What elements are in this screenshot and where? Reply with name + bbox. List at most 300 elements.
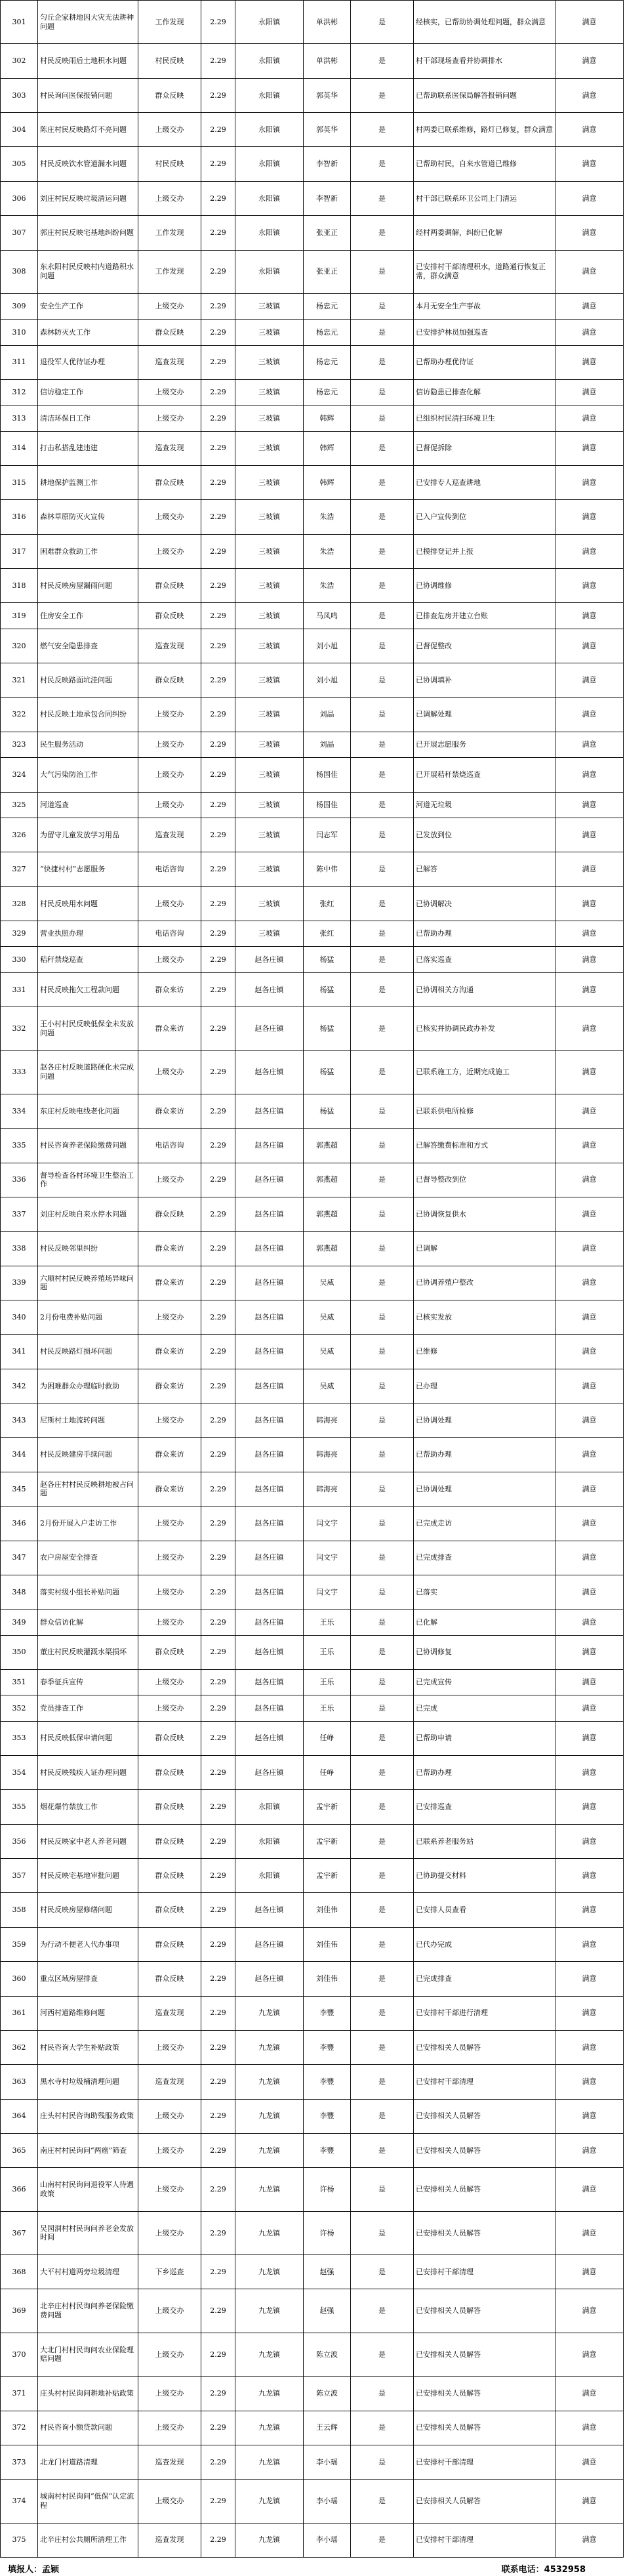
town-cell: 九龙镇 — [235, 2333, 304, 2376]
town-cell: 九龙镇 — [235, 2411, 304, 2445]
handler-cell: 韩辉 — [304, 431, 351, 465]
date-cell: 2.29 — [201, 534, 235, 568]
issue-description: 村民反映用水问题 — [38, 886, 138, 921]
town-cell: 永阳镇 — [235, 1, 304, 44]
source-type: 上级交办 — [138, 697, 201, 732]
issue-description: 庄头村村民咨询助残服务政策 — [38, 2099, 138, 2133]
handler-cell: 杨猛 — [304, 972, 351, 1007]
issue-description: 北辛庄村村民询问养老保险缴费问题 — [38, 2289, 138, 2333]
issue-description: 村民反映建房手续问题 — [38, 1438, 138, 1472]
source-type: 上级交办 — [138, 1163, 201, 1197]
satisfaction-cell: 满意 — [555, 1610, 624, 1635]
table-row — [1, 379, 624, 405]
row-number: 353 — [1, 1721, 38, 1755]
handler-cell: 马凤鸣 — [304, 603, 351, 629]
result-cell: 经村两委调解，纠纷已化解 — [414, 216, 555, 250]
handler-cell: 郭燕超 — [304, 1197, 351, 1231]
resolved-cell: 是 — [351, 1859, 414, 1893]
town-cell: 赵各庄镇 — [235, 1050, 304, 1094]
source-type: 上级交办 — [138, 2289, 201, 2333]
resolved-cell: 是 — [351, 1403, 414, 1438]
satisfaction-cell: 满意 — [555, 947, 624, 972]
result-cell: 已安排相关人员解答 — [414, 2411, 555, 2445]
table-row — [1, 181, 624, 215]
handler-cell: 王乐 — [304, 1669, 351, 1695]
source-type: 群众来访 — [138, 1335, 201, 1369]
row-number: 359 — [1, 1927, 38, 1961]
handler-cell: 任峥 — [304, 1756, 351, 1790]
handler-cell: 杨忠元 — [304, 345, 351, 379]
town-cell: 永阳镇 — [235, 147, 304, 181]
source-type: 群众反映 — [138, 320, 201, 345]
date-cell: 2.29 — [201, 2065, 235, 2099]
resolved-cell: 是 — [351, 320, 414, 345]
satisfaction-cell: 满意 — [555, 569, 624, 603]
satisfaction-cell: 满意 — [555, 921, 624, 947]
row-number: 328 — [1, 886, 38, 921]
handler-cell: 朱浩 — [304, 534, 351, 568]
satisfaction-cell: 满意 — [555, 379, 624, 405]
row-number: 312 — [1, 379, 38, 405]
result-cell: 村干部现场查看并协调排水 — [414, 44, 555, 78]
result-cell: 已办理 — [414, 1369, 555, 1403]
source-type: 下乡巡查 — [138, 2255, 201, 2289]
town-cell: 九龙镇 — [235, 2065, 304, 2099]
date-cell: 2.29 — [201, 2411, 235, 2445]
date-cell: 2.29 — [201, 2480, 235, 2523]
table-row — [1, 2289, 624, 2333]
row-number: 340 — [1, 1300, 38, 1335]
source-type: 上级交办 — [138, 2099, 201, 2133]
satisfaction-cell: 满意 — [555, 1962, 624, 1996]
result-cell: 已安排护林员加强巡查 — [414, 320, 555, 345]
resolved-cell: 是 — [351, 2480, 414, 2523]
handler-cell: 孟宇新 — [304, 1859, 351, 1893]
handler-cell: 韩海亮 — [304, 1472, 351, 1506]
date-cell: 2.29 — [201, 1129, 235, 1163]
table-row — [1, 2099, 624, 2133]
issue-description: 南庄村村民询问“两癌”筛查 — [38, 2134, 138, 2168]
result-cell: 已安排相关人员解答 — [414, 2168, 555, 2211]
date-cell: 2.29 — [201, 216, 235, 250]
row-number: 318 — [1, 569, 38, 603]
issue-description: 为困难群众办理临时救助 — [38, 1369, 138, 1403]
handler-cell: 李智新 — [304, 147, 351, 181]
row-number: 362 — [1, 2030, 38, 2064]
satisfaction-cell: 满意 — [555, 818, 624, 852]
result-cell: 经核实，已帮助协调处理问题，群众满意 — [414, 1, 555, 44]
issue-description: 打击私搭乱建违建 — [38, 431, 138, 465]
town-cell: 赵各庄镇 — [235, 1129, 304, 1163]
satisfaction-cell: 满意 — [555, 972, 624, 1007]
table-row — [1, 1472, 624, 1506]
date-cell: 2.29 — [201, 466, 235, 500]
satisfaction-cell: 满意 — [555, 629, 624, 663]
source-type: 上级交办 — [138, 1669, 201, 1695]
table-row — [1, 216, 624, 250]
table-row — [1, 1266, 624, 1300]
table-row — [1, 629, 624, 663]
table-row — [1, 2445, 624, 2479]
result-cell: 已安排相关人员解答 — [414, 2333, 555, 2376]
table-row — [1, 921, 624, 947]
result-cell: 已安排相关人员解答 — [414, 2211, 555, 2254]
date-cell: 2.29 — [201, 1050, 235, 1094]
satisfaction-cell: 满意 — [555, 1, 624, 44]
town-cell: 九龙镇 — [235, 2211, 304, 2254]
date-cell: 2.29 — [201, 2289, 235, 2333]
satisfaction-cell: 满意 — [555, 1369, 624, 1403]
result-cell: 已安排村干部清理 — [414, 2523, 555, 2557]
issue-description: 党员排查工作 — [38, 1695, 138, 1721]
issue-description: 村民反映路灯损坏问题 — [38, 1335, 138, 1369]
table-row — [1, 732, 624, 757]
handler-cell: 李智新 — [304, 181, 351, 215]
handler-cell: 张亚正 — [304, 216, 351, 250]
result-cell: 已协调养殖户整改 — [414, 1266, 555, 1300]
result-cell: 已安排村干部清理 — [414, 2065, 555, 2099]
source-type: 上级交办 — [138, 2168, 201, 2211]
satisfaction-cell: 满意 — [555, 1163, 624, 1197]
date-cell: 2.29 — [201, 2030, 235, 2064]
resolved-cell: 是 — [351, 1050, 414, 1094]
row-number: 364 — [1, 2099, 38, 2133]
town-cell: 赵各庄镇 — [235, 972, 304, 1007]
handler-cell: 闫文宇 — [304, 1506, 351, 1541]
handler-cell: 张亚正 — [304, 250, 351, 293]
date-cell: 2.29 — [201, 2211, 235, 2254]
date-cell: 2.29 — [201, 1575, 235, 1609]
town-cell: 九龙镇 — [235, 2377, 304, 2411]
resolved-cell: 是 — [351, 500, 414, 534]
handler-cell: 孟宇新 — [304, 1790, 351, 1824]
date-cell: 2.29 — [201, 379, 235, 405]
resolved-cell: 是 — [351, 1506, 414, 1541]
issue-description: 河西村道路维修问题 — [38, 1996, 138, 2030]
handler-cell: 杨国佳 — [304, 792, 351, 818]
resolved-cell: 是 — [351, 603, 414, 629]
issue-description: 村民反映残疾人证办理问题 — [38, 1756, 138, 1790]
satisfaction-cell: 满意 — [555, 250, 624, 293]
satisfaction-cell: 满意 — [555, 1129, 624, 1163]
source-type: 电话咨询 — [138, 1129, 201, 1163]
town-cell: 九龙镇 — [235, 2099, 304, 2133]
issue-description: 大北门村村民询问农业保险理赔问题 — [38, 2333, 138, 2376]
issue-description: 郭庄村民反映宅基地纠纷问题 — [38, 216, 138, 250]
date-cell: 2.29 — [201, 1790, 235, 1824]
date-cell: 2.29 — [201, 44, 235, 78]
satisfaction-cell: 满意 — [555, 1007, 624, 1050]
date-cell: 2.29 — [201, 1506, 235, 1541]
resolved-cell: 是 — [351, 697, 414, 732]
result-cell: 已协调填补 — [414, 663, 555, 697]
issue-description: 重点区域房屋排查 — [38, 1962, 138, 1996]
issue-description: 耕地保护监测工作 — [38, 466, 138, 500]
result-cell: 已安排村干部清理 — [414, 2255, 555, 2289]
handler-cell: 朱浩 — [304, 500, 351, 534]
result-cell: 已组织村民清扫环境卫生 — [414, 405, 555, 431]
handler-cell: 杨忠元 — [304, 293, 351, 319]
handler-cell: 刘晶 — [304, 732, 351, 757]
resolved-cell: 是 — [351, 886, 414, 921]
town-cell: 九龙镇 — [235, 2168, 304, 2211]
town-cell: 三坡镇 — [235, 431, 304, 465]
date-cell: 2.29 — [201, 1300, 235, 1335]
result-cell: 已完成排查 — [414, 1541, 555, 1575]
resolved-cell: 是 — [351, 1472, 414, 1506]
resolved-cell: 是 — [351, 2255, 414, 2289]
table-row — [1, 1721, 624, 1755]
handler-cell: 刘佳伟 — [304, 1962, 351, 1996]
source-type: 巡查发现 — [138, 818, 201, 852]
handler-cell: 杨猛 — [304, 1007, 351, 1050]
satisfaction-cell: 满意 — [555, 1050, 624, 1094]
source-type: 上级交办 — [138, 2411, 201, 2445]
town-cell: 赵各庄镇 — [235, 1962, 304, 1996]
town-cell: 赵各庄镇 — [235, 1472, 304, 1506]
issue-description: 烟花爆竹禁放工作 — [38, 1790, 138, 1824]
table-row — [1, 1893, 624, 1927]
handler-cell: 吴威 — [304, 1266, 351, 1300]
date-cell: 2.29 — [201, 1610, 235, 1635]
resolved-cell: 是 — [351, 405, 414, 431]
result-cell: 已发放到位 — [414, 818, 555, 852]
town-cell: 赵各庄镇 — [235, 1007, 304, 1050]
satisfaction-cell: 满意 — [555, 1635, 624, 1669]
source-type: 群众反映 — [138, 1790, 201, 1824]
issue-description: 六顺村村民反映养殖场异味问题 — [38, 1266, 138, 1300]
row-number: 335 — [1, 1129, 38, 1163]
source-type: 巡查发现 — [138, 345, 201, 379]
issue-description: 尼斯村土地流转问题 — [38, 1403, 138, 1438]
source-type: 上级交办 — [138, 2480, 201, 2523]
table-row — [1, 1007, 624, 1050]
issue-description: 董庄村民反映灌溉水渠损坏 — [38, 1635, 138, 1669]
row-number: 356 — [1, 1824, 38, 1858]
row-number: 347 — [1, 1541, 38, 1575]
row-number: 358 — [1, 1893, 38, 1927]
source-type: 巡查发现 — [138, 2445, 201, 2479]
handler-cell: 吴威 — [304, 1369, 351, 1403]
result-cell: 已安排人员查看 — [414, 1893, 555, 1927]
result-cell: 已核实发放 — [414, 1300, 555, 1335]
satisfaction-cell: 满意 — [555, 44, 624, 78]
source-type: 群众反映 — [138, 569, 201, 603]
town-cell: 三坡镇 — [235, 886, 304, 921]
town-cell: 赵各庄镇 — [235, 1721, 304, 1755]
result-cell: 已协助提交材料 — [414, 1859, 555, 1893]
town-cell: 赵各庄镇 — [235, 1403, 304, 1438]
table-row — [1, 1996, 624, 2030]
town-cell: 三坡镇 — [235, 852, 304, 886]
row-number: 366 — [1, 2168, 38, 2211]
issue-description: 吴园洞村村民询问养老金发放时间 — [38, 2211, 138, 2254]
issue-description: 山南村村民询问退役军人待遇政策 — [38, 2168, 138, 2211]
date-cell: 2.29 — [201, 293, 235, 319]
result-cell: 已核实并协调民政办补发 — [414, 1007, 555, 1050]
handler-cell: 李小瑶 — [304, 2480, 351, 2523]
result-cell: 已安排专人巡查耕地 — [414, 466, 555, 500]
row-number: 314 — [1, 431, 38, 465]
town-cell: 赵各庄镇 — [235, 1756, 304, 1790]
date-cell: 2.29 — [201, 603, 235, 629]
result-cell: 已帮助申请 — [414, 1721, 555, 1755]
handler-cell: 刘佳伟 — [304, 1893, 351, 1927]
resolved-cell: 是 — [351, 1962, 414, 1996]
resolved-cell: 是 — [351, 758, 414, 792]
satisfaction-cell: 满意 — [555, 886, 624, 921]
result-cell: 已联系供电所检修 — [414, 1094, 555, 1128]
handler-cell: 李豐 — [304, 1996, 351, 2030]
date-cell: 2.29 — [201, 852, 235, 886]
source-type: 上级交办 — [138, 1575, 201, 1609]
resolved-cell: 是 — [351, 1232, 414, 1266]
table-row — [1, 431, 624, 465]
source-type: 群众反映 — [138, 78, 201, 112]
satisfaction-cell: 满意 — [555, 466, 624, 500]
resolved-cell: 是 — [351, 1669, 414, 1695]
resolved-cell: 是 — [351, 2523, 414, 2557]
table-row — [1, 2377, 624, 2411]
satisfaction-cell: 满意 — [555, 1472, 624, 1506]
date-cell: 2.29 — [201, 1695, 235, 1721]
row-number: 316 — [1, 500, 38, 534]
resolved-cell: 是 — [351, 792, 414, 818]
source-type: 巡查发现 — [138, 431, 201, 465]
issue-description: 清洁环保日工作 — [38, 405, 138, 431]
satisfaction-cell: 满意 — [555, 2480, 624, 2523]
date-cell: 2.29 — [201, 1438, 235, 1472]
satisfaction-cell: 满意 — [555, 732, 624, 757]
satisfaction-cell: 满意 — [555, 1756, 624, 1790]
resolved-cell: 是 — [351, 1335, 414, 1369]
result-cell: 已完成 — [414, 1695, 555, 1721]
resolved-cell: 是 — [351, 2211, 414, 2254]
table-row — [1, 2065, 624, 2099]
resolved-cell: 是 — [351, 1163, 414, 1197]
town-cell: 赵各庄镇 — [235, 947, 304, 972]
town-cell: 赵各庄镇 — [235, 1163, 304, 1197]
date-cell: 2.29 — [201, 1007, 235, 1050]
result-cell: 已开展志愿服务 — [414, 732, 555, 757]
source-type: 巡查发现 — [138, 2065, 201, 2099]
resolved-cell: 是 — [351, 2134, 414, 2168]
issue-description: 秸秆禁烧巡查 — [38, 947, 138, 972]
table-row — [1, 2168, 624, 2211]
row-number: 301 — [1, 1, 38, 44]
issue-description: 村民反映雨后土地积水问题 — [38, 44, 138, 78]
satisfaction-cell: 满意 — [555, 1996, 624, 2030]
town-cell: 赵各庄镇 — [235, 1506, 304, 1541]
table-row — [1, 113, 624, 147]
row-number: 372 — [1, 2411, 38, 2445]
town-cell: 三坡镇 — [235, 293, 304, 319]
row-number: 375 — [1, 2523, 38, 2557]
town-cell: 三坡镇 — [235, 603, 304, 629]
result-cell: 已安排相关人员解答 — [414, 2377, 555, 2411]
resolved-cell: 是 — [351, 2333, 414, 2376]
handler-cell: 李小瑶 — [304, 2445, 351, 2479]
source-type: 群众反映 — [138, 1927, 201, 1961]
source-type: 群众来访 — [138, 1266, 201, 1300]
issue-description: 河道巡查 — [38, 792, 138, 818]
resolved-cell: 是 — [351, 1438, 414, 1472]
issue-description: 群众信访化解 — [38, 1610, 138, 1635]
issue-description: 村民询问医保报销问题 — [38, 78, 138, 112]
date-cell: 2.29 — [201, 1, 235, 44]
town-cell: 三坡镇 — [235, 466, 304, 500]
resolved-cell: 是 — [351, 2445, 414, 2479]
issue-description: 城南村村民询问“低保”认定流程 — [38, 2480, 138, 2523]
town-cell: 三坡镇 — [235, 379, 304, 405]
handler-cell: 孟宇新 — [304, 1824, 351, 1858]
town-cell: 赵各庄镇 — [235, 1635, 304, 1669]
source-type: 上级交办 — [138, 1300, 201, 1335]
handler-cell: 杨猛 — [304, 1094, 351, 1128]
town-cell: 永阳镇 — [235, 1859, 304, 1893]
row-number: 331 — [1, 972, 38, 1007]
result-cell: 已完成走访 — [414, 1506, 555, 1541]
satisfaction-cell: 满意 — [555, 1695, 624, 1721]
result-cell: 已帮助村民，自来水管道已维修 — [414, 147, 555, 181]
satisfaction-cell: 满意 — [555, 216, 624, 250]
row-number: 303 — [1, 78, 38, 112]
satisfaction-cell: 满意 — [555, 2255, 624, 2289]
source-type: 上级交办 — [138, 1610, 201, 1635]
table-row — [1, 1859, 624, 1893]
issue-description: 2月份电费补贴问题 — [38, 1300, 138, 1335]
row-number: 332 — [1, 1007, 38, 1050]
table-row — [1, 663, 624, 697]
source-type: 上级交办 — [138, 1506, 201, 1541]
satisfaction-cell: 满意 — [555, 852, 624, 886]
table-row — [1, 1050, 624, 1094]
row-number: 374 — [1, 2480, 38, 2523]
satisfaction-cell: 满意 — [555, 792, 624, 818]
source-type: 村民反映 — [138, 147, 201, 181]
row-number: 325 — [1, 792, 38, 818]
town-cell: 三坡镇 — [235, 320, 304, 345]
date-cell: 2.29 — [201, 1996, 235, 2030]
resolved-cell: 是 — [351, 732, 414, 757]
satisfaction-cell: 满意 — [555, 113, 624, 147]
table-row — [1, 1, 624, 44]
row-number: 309 — [1, 293, 38, 319]
date-cell: 2.29 — [201, 113, 235, 147]
town-cell: 九龙镇 — [235, 2445, 304, 2479]
row-number: 307 — [1, 216, 38, 250]
handler-cell: 闫文宇 — [304, 1541, 351, 1575]
issue-description: 落实村级小组长补贴问题 — [38, 1575, 138, 1609]
resolved-cell: 是 — [351, 78, 414, 112]
table-row — [1, 44, 624, 78]
resolved-cell: 是 — [351, 379, 414, 405]
issue-description: 刘庄村反映自来水停水问题 — [38, 1197, 138, 1231]
row-number: 346 — [1, 1506, 38, 1541]
town-cell: 赵各庄镇 — [235, 1610, 304, 1635]
town-cell: 三坡镇 — [235, 758, 304, 792]
satisfaction-cell: 满意 — [555, 2445, 624, 2479]
row-number: 327 — [1, 852, 38, 886]
row-number: 349 — [1, 1610, 38, 1635]
resolved-cell: 是 — [351, 1, 414, 44]
satisfaction-cell: 满意 — [555, 2289, 624, 2333]
date-cell: 2.29 — [201, 1927, 235, 1961]
result-cell: 已安排相关人员解答 — [414, 2480, 555, 2523]
issue-description: 赵各庄村村民反映耕地被占问题 — [38, 1472, 138, 1506]
issue-description: “快捷村村”志愿服务 — [38, 852, 138, 886]
result-cell: 已落实巡查 — [414, 947, 555, 972]
